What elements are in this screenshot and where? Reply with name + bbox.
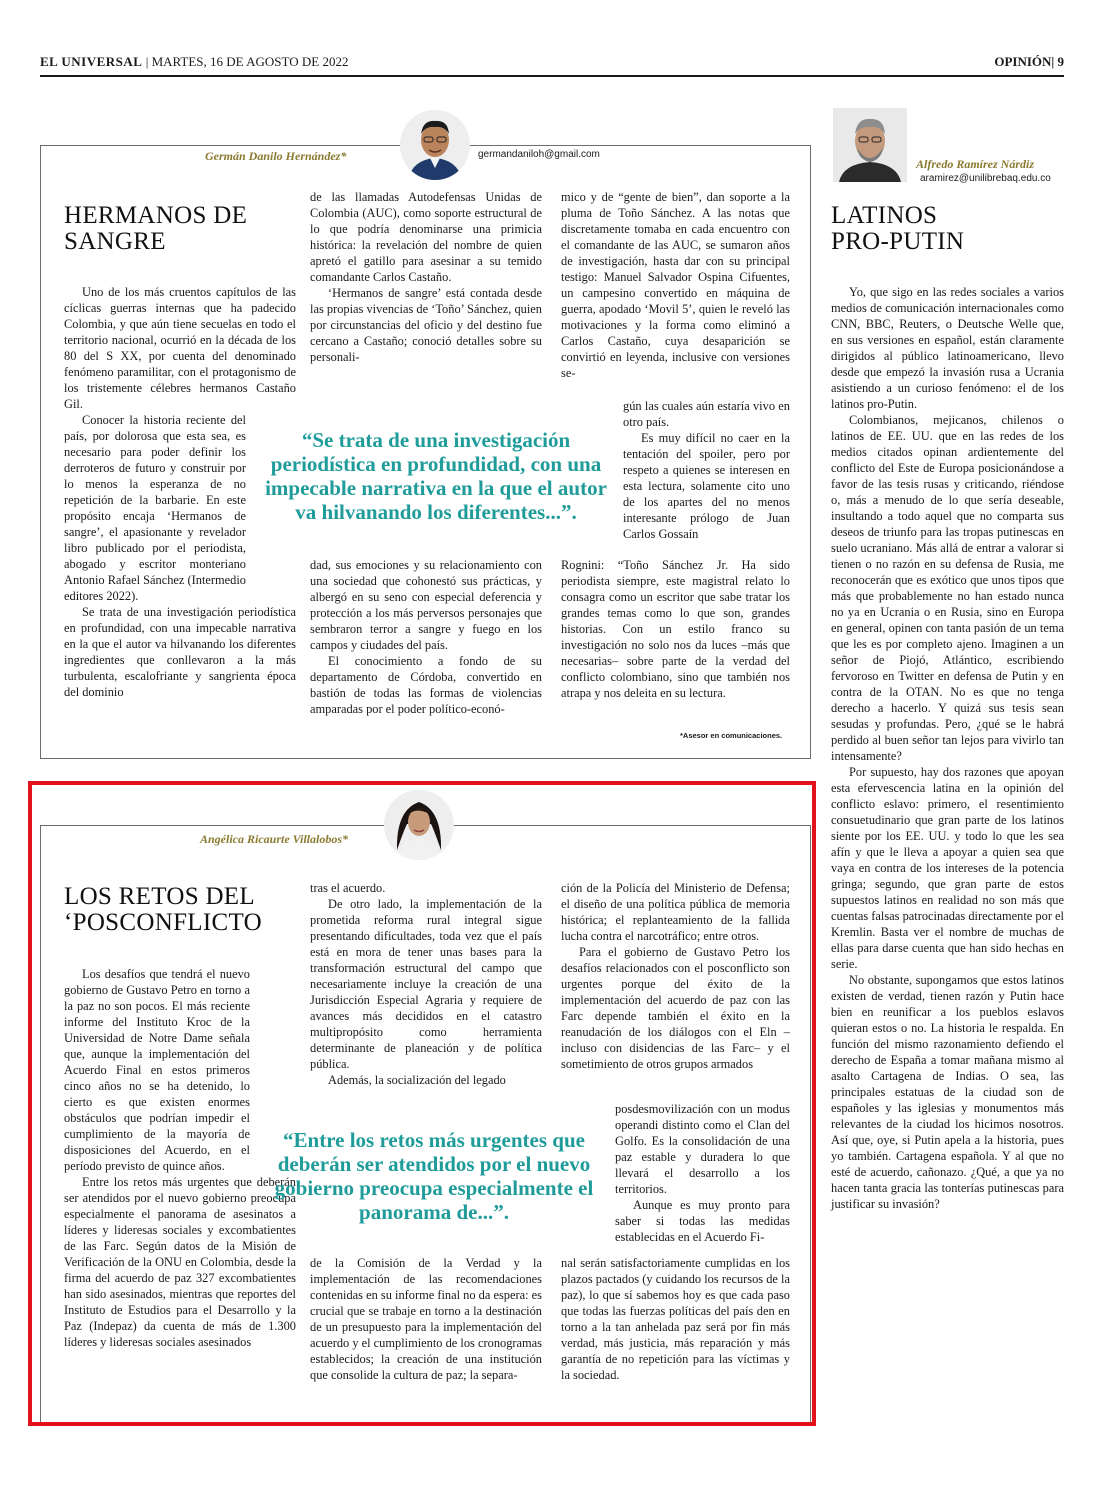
article2-column-3-bottom — [561, 1255, 790, 1383]
article1-paragraph: mico y de “gente de bien”, dan soporte a la pluma de Toño Sánchez. A las notas que discretamente tomaba en cada encuentro con el comandante de las AUC, se sumaron años de investigación, hasta dar con su principal testigo: Manuel Salvador Ospina Cifuentes, un campesino convertido en máquina de guerra, apodado ‘Movil 5’, quien le reveló las motivaciones y la forma como eliminó a Carlos Castaño, cuya desaparición se convirtió en leyenda, inclusive con versiones se- — [561, 190, 790, 380]
masthead-left: EL UNIVERSAL | MARTES, 16 DE AGOSTO DE 2022 — [40, 54, 349, 69]
article1-paragraph: El conocimiento a fondo de su departamento de Córdoba, convertido en bastión de todas las formas de violencias amparadas por el poder político-econó- — [310, 654, 542, 716]
author-photo — [400, 110, 470, 180]
headline-line: PRO-PUTIN — [831, 228, 965, 255]
article2-paragraph: tras el acuerdo. — [310, 881, 386, 895]
author-email: aramirez@unilibrebaq.edu.co — [920, 173, 1051, 184]
article2-column-2-top — [310, 880, 542, 1088]
author-footnote: *Asesor en comunicaciones. — [680, 731, 783, 740]
pull-quote: “Se trata de una investigación periodística en profundidad, con una impecable narrativa en la que el autor va hilvanando los diferentes...”. — [265, 428, 607, 524]
issue-date: MARTES, 16 DE AGOSTO DE 2022 — [151, 54, 349, 69]
article1-paragraph: dad, sus emociones y su relacionamiento con una sociedad que cohonestó sus prácticas, y albergó en su seno con especial deferencia y protección a los más perversos personajes que sembraron terror a sangre y fuego en los campos y ciudades del país. — [310, 558, 542, 652]
headline-retos: LOS RETOS DEL ‘POSCONFLICTO — [64, 883, 262, 936]
author-photo — [384, 790, 454, 860]
article2-paragraph: de la Comisión de la Verdad y la implementación de las recomendaciones contenidas en su informe final no da espera: es crucial que se trabaje en torno a la destinación de un presupuesto para la implementación del acuerdo y el cumplimiento de los cronogramas establecidos; la creación de una institución que consolide la cultura de paz; la separa- — [310, 1256, 542, 1382]
author-byline: Germán Danilo Hernández* — [205, 149, 347, 163]
article2-paragraph: nal serán satisfactoriamente cumplidas en los plazos pactados (y cuidando los recursos de la paz), lo que sí sabemos hoy es que cada paso que todas las fuerzas políticas del país den en torno a la tan anhelada paz será por fin más verdad, más justicia, más reparación y más garantía de no repetición para las víctimas y la sociedad. — [561, 1256, 790, 1382]
article1-paragraph: ‘Hermanos de sangre’ está contada desde las propias vivencias de ‘Toño’ Sánchez, quien por circunstancias del oficio y del destino fue cercano a Castaño; conoció detalles sobre su personali- — [310, 286, 542, 364]
article1-paragraph: gún las cuales aún estaría vivo en otro país. — [623, 399, 790, 429]
article1-paragraph: Conocer la historia reciente del país, por dolorosa que esta sea, es necesario para poder definir los derroteros de futuro y construir por lo menos la esperanza de no repetición de la barbarie. En este propósito encaja ‘Hermanos de sangre’, el apasionante y revelador libro publicado por el periodista, abogado y escritor monteriano Antonio Rafael Sánchez (Intermedio editores 2022). — [64, 413, 247, 603]
sidebar-paragraph: Yo, que sigo en las redes sociales a varios medios de comunicación internacionales como CNN, BBC, Reuters, o Deutsche Welle que, en sus versiones en español, están claramente dirigidos al público latinoamericano, llevo desde que empezó la invasión rusa a Ucrania asistiendo a un curioso fenómeno: el de los latinos pro-Putin. — [831, 285, 1064, 411]
sidebar-paragraph: Colombianos, mejicanos, chilenos o latinos de EE. UU. que en las redes de los medios citados opinan ardientemente del conflicto del Este de Europa posicionándose a favor de las tesis rusas y criticando, riéndose o, más a menudo de lo que sería deseable, insultando a todo aquel que no comparta sus deseos de triunfo para las tropas putinescas en suelo ucraniano. Más allá de entrar a valorar si tienen o no razón en su defensa de Rusia, me reconocerán que es exótico que unos tipos que más que probablemente no han estado nunca no ya en Ucrania o en Rusia, sino en Europa en general, opinen con tanta pasión de un tema que les es por completo ajeno. Imaginen a un señor de Piojó, Atlántico, escribiendo fervoroso en Twitter en defensa de Putin y en contra de la OTAN. No es que no tenga derecho a hacerlo. Y quizá sus tesis sean sesudas y profundas. Pero, ¿qué se le habrá perdido al buen señor tan lejos para vivirlo tan intensamente? — [831, 413, 1064, 763]
sidebar-paragraph: No obstante, supongamos que estos latinos existen de verdad, tienen razón y Putin hace bien en reunificar a los pueblos eslavos quieran estos o no. La historia le respalda. En función del mismo razonamiento defiendo el derecho de España a tomar mañana mismo al asalto Cartagena de Indias. O sea, las principales estatuas de la ciudad son de españoles y las iglesias y monumentos más relevantes de la ciudad los hicimos nosotros. Así que, oye, si Putin apela a la historia, pues yo también. Cartagena española. Y al que no esté de acuerdo, cañonazo. ¿Qué, a que ya no hacen tanta gracia las tonterías putinescas para justificar su invasión? — [831, 973, 1064, 1211]
paper-name: EL UNIVERSAL — [40, 54, 143, 69]
sidebar-paragraph: Por supuesto, hay dos razones que apoyan esta efervescencia latina en la opinión del conflicto eslavo: primero, el resentimiento consuetudinario que gran parte de los latinos siente por los EE. UU. y todo lo que les sea afín y que le lleva a apoyar a quien sea que vaya en contra de los intereses de la potencia gringa; segundo, que gran parte de estos supuestos latinos en realidad no son más que cuentas falsas patrocinadas directamente por el Kremlin. Basta ver el nombre de muchas de ellas para darse cuenta que han sido hechas en serie. — [831, 765, 1064, 971]
article1-column-3-bottom — [561, 557, 790, 701]
sidebar-column — [831, 284, 1064, 1212]
masthead-rule — [40, 75, 1064, 77]
article1-column-3-top — [561, 189, 790, 381]
author-byline: Angélica Ricaurte Villalobos* — [200, 832, 349, 846]
article1-paragraph: Se trata de una investigación periodística en profundidad, con una impecable narrativa en la que el autor va hilvanando los diferentes ingredientes que conllevaron a la más turbulenta, escalofriante y sangrienta época del dominio — [64, 605, 296, 699]
article2-paragraph: Aunque es muy pronto para saber si todas las medidas establecidas en el Acuerdo Fi- — [615, 1198, 790, 1244]
article2-paragraph: De otro lado, la implementación de la prometida reforma rural integral sigue presentando dificultades, toda vez que el país está en mora de tener unas bases para la transformación estructural del campo que necesariamente incluye la creación de una Jurisdicción Especial Agraria y requiere de avances más decididos en el catastro multipropósito como herramienta determinante de planeación y de política pública. — [310, 897, 542, 1071]
article2-paragraph: Para el gobierno de Gustavo Petro los desafíos relacionados con el posconflicto son urgentes porque del éxito de la implementación del acuerdo de paz con las Farc depende también el éxito en la reanudación de los diálogos con el Eln –incluso con disidencias de las Farc– y el sometimiento de otros grupos armados — [561, 945, 790, 1071]
article2-paragraph: posdesmovilización con un modus operandi distinto como el Clan del Golfo. Es la consolidación de una paz estable y duradera lo que llevará el desarrollo a los territorios. — [615, 1102, 790, 1196]
pull-quote: “Entre los retos más urgentes que deberán ser atendidos por el nuevo gobierno preocupa especialmente el panorama de...”. — [274, 1128, 594, 1224]
headline-line: LATINOS — [831, 202, 938, 229]
article2-paragraph: ción de la Policía del Ministerio de Defensa; el diseño de una política pública de memoria histórica; el replanteamiento de la fallida lucha contra el narcotráfico; entre otros. — [561, 881, 790, 943]
section-label: OPINIÓN| 9 — [994, 54, 1064, 69]
article1-paragraph: Es muy difícil no caer en la tentación del spoiler, pero por respeto a quienes se interesen en esta lectura, solamente cito uno de los apartes del no menos interesante prólogo de Juan Carlos Gossaín — [623, 431, 790, 541]
article2-column-3-mid — [615, 1101, 790, 1245]
masthead — [40, 54, 1064, 74]
article2-paragraph: Los desafíos que tendrá el nuevo gobierno de Gustavo Petro en torno a la paz no son pocos. El más reciente informe del Instituto Kroc de la Universidad de Notre Dame señala que, aunque la implementación del Acuerdo Final en estos primeros cinco años no se ha detenido, lo cierto es que existen enormes obstáculos que podrían impedir el cumplimiento de la mayoría de disposiciones del Acuerdo, en el período previsto de quince años. — [64, 967, 250, 1173]
article1-paragraph: de las llamadas Autodefensas Unidas de Colombia (AUC), como soporte estructural de lo que podría denominarse una primicia histórica: la revelación del nombre de quien apretó el gatillo para asesinar a su temido comandante Carlos Castaño. — [310, 190, 542, 284]
article1-column-2-bottom — [310, 557, 542, 717]
author-byline: Alfredo Ramírez Nárdiz — [916, 157, 1035, 171]
headline-hermanos: HERMANOS DE SANGRE — [64, 202, 248, 255]
author-email: germandaniloh@gmail.com — [478, 149, 600, 160]
headline-latinos — [831, 203, 1031, 255]
article1-column-2-top — [310, 189, 542, 365]
author-photo — [833, 108, 907, 182]
article2-paragraph: Entre los retos más urgentes que deberán ser atendidos por el nuevo gobierno preocupa especialmente el panorama de asesinatos a líderes y lideresas sociales y excombatientes de las Farc. Según datos de la Misión de Verificación de la ONU en Colombia, desde la firma del acuerdo de paz 327 excombatientes han sido asesinados, mientras que reportes del Instituto de Estudios para el Desarrollo y la Paz (Indepaz) da cuenta de más de 1.300 líderes y lideresas sociales asesinados — [64, 1175, 296, 1349]
article2-column-3-top — [561, 880, 790, 1072]
article1-paragraph: Rognini: “Toño Sánchez Jr. Ha sido periodista siempre, este magistral relato lo consagra como un escritor que sabe tratar los grandes temas como lo que son, grandes historias. Con un estilo franco su investigación no solo nos da luces –más que necesarias– sobre parte de la verdad del conflicto colombiano, sino que también nos atrapa y nos deleita en su lectura. — [561, 558, 790, 700]
article2-paragraph: Además, la socialización del legado — [328, 1073, 506, 1087]
article2-column-2-bottom — [310, 1255, 542, 1383]
article1-paragraph: Uno de los más cruentos capítulos de las cíclicas guerras internas que ha padecido Colombia, y que aún tiene secuelas en todo el territorio nacional, ocurrió en la década de los 80 del S XX, por cuenta del denominado fenómeno paramilitar, con el protagonismo de los tristemente célebres hermanos Castaño Gil. — [64, 285, 296, 411]
article1-column-3-mid — [623, 398, 790, 542]
